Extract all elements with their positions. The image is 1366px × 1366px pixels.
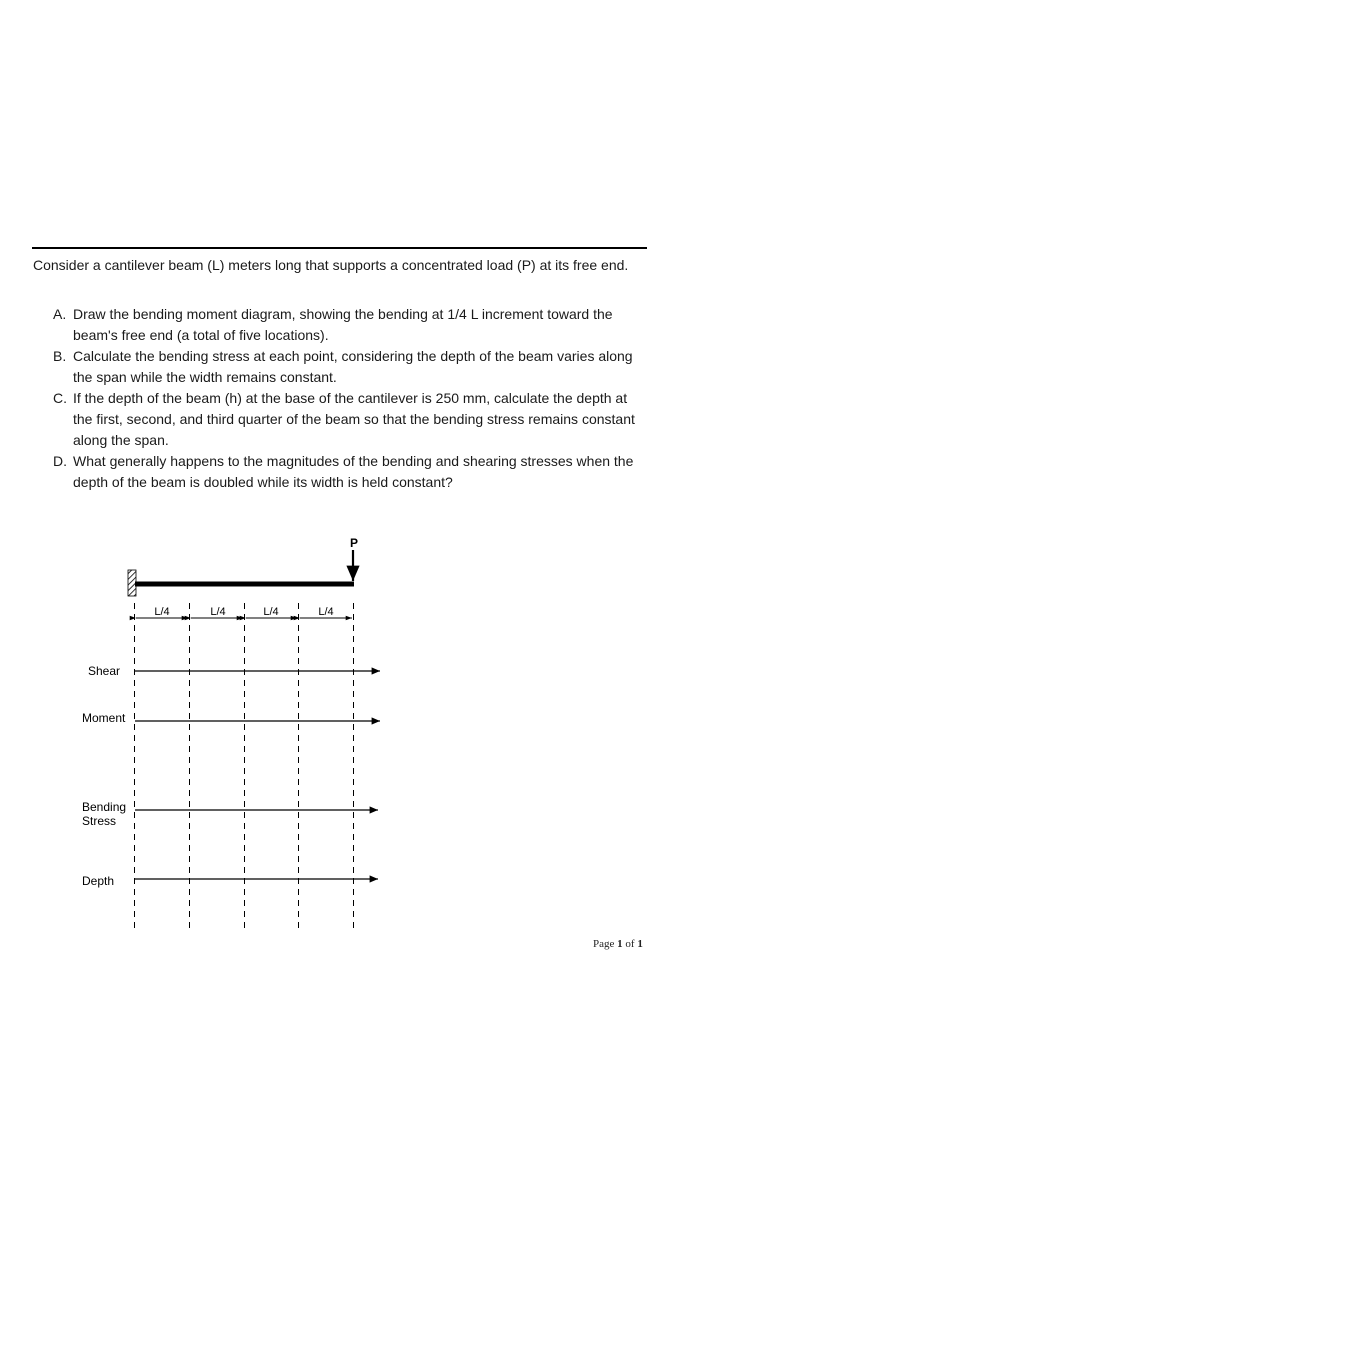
question-text: If the depth of the beam (h) at the base of the cantilever is 250 mm, calculate the depth at the first, second, and third quarter of the beam so that the bending stress remains constant along the span.	[73, 390, 635, 448]
moment-label: Moment	[82, 711, 126, 725]
section-guide-lines	[135, 603, 354, 933]
question-list	[33, 304, 648, 493]
question-c	[33, 388, 648, 451]
segment-label: L/4	[263, 606, 279, 618]
question-text: Draw the bending moment diagram, showing the bending at 1/4 L increment toward the beam's free end (a total of five locations).	[73, 306, 613, 343]
problem-intro: Consider a cantilever beam (L) meters long that supports a concentrated load (P) at its free end.	[33, 257, 629, 273]
bending-stress-label-line2: Stress	[82, 814, 117, 828]
page-total: 1	[637, 938, 643, 950]
load-label: P	[349, 536, 359, 550]
question-text: What generally happens to the magnitudes of the bending and shearing stresses when the depth of the beam is doubled while its width is held constant?	[73, 453, 634, 490]
segment-label: L/4	[154, 606, 170, 618]
question-letter: A.	[53, 306, 67, 322]
question-b	[33, 346, 648, 388]
question-letter: C.	[53, 390, 67, 406]
fixed-support-hatch	[128, 570, 136, 596]
question-letter: B.	[53, 348, 67, 364]
cantilever-diagram	[60, 528, 400, 943]
header-rule	[32, 247, 647, 249]
page-number	[593, 938, 643, 950]
page-word: Page	[593, 938, 615, 950]
segment-label: L/4	[318, 606, 334, 618]
page-of: of	[625, 938, 635, 950]
question-text: Calculate the bending stress at each point, considering the depth of the beam varies along the span while the width remains constant.	[73, 348, 633, 385]
question-letter: D.	[53, 453, 67, 469]
bending-stress-label-line1: Bending	[82, 800, 127, 814]
page-current: 1	[617, 938, 623, 950]
depth-label: Depth	[82, 874, 115, 888]
question-d	[33, 451, 648, 493]
question-a	[33, 304, 648, 346]
shear-label: Shear	[88, 664, 121, 678]
segment-label: L/4	[210, 606, 226, 618]
